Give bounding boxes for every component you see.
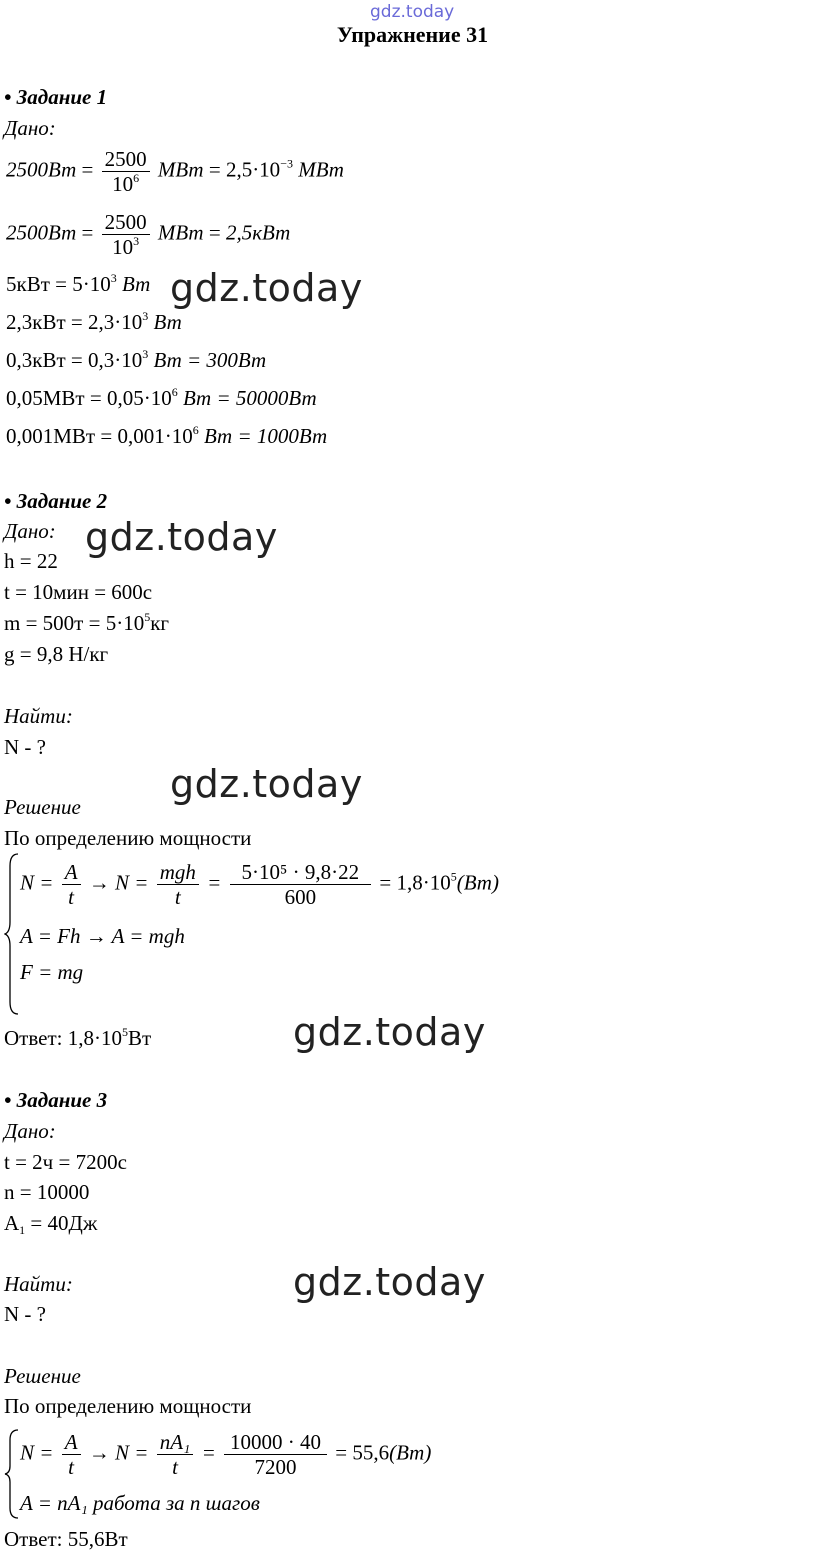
task1-line1: 2500Вт = $\frac{2500}{10^6}$ МВт = $2,5\cdot 10^{-3}$ МВт — [6, 147, 344, 196]
task2-g: g = 9,8 Н/кг — [4, 642, 109, 666]
task3-given-label: Дано: — [4, 1119, 56, 1143]
page-title: Упражнение 31 — [336, 22, 489, 47]
task3-find-value: N - ? — [4, 1302, 46, 1326]
task3-definition-text: По определению мощности — [4, 1394, 252, 1418]
task3-find-label: Найти: — [4, 1272, 73, 1296]
task3-eq1: N = $\frac{A}{t}$ → N = $\frac{\text{nA₁}}{t}$ = $\frac{10000 \cdot 40}{7200}$ = 55,6(Вт) — [20, 1430, 432, 1479]
watermark-2: gdz.today — [85, 515, 278, 559]
task3-eq2: A = nA₁ работа за n шагов — [20, 1491, 260, 1515]
task1-line7: $0,001МВт = 0,001\cdot 10^6$ Вт = 1000Вт — [6, 423, 328, 448]
task1-line2: 2500Вт = $\frac{2500}{10^3}$ МВт = 2,5кВт — [6, 210, 291, 259]
watermark-4: gdz.today — [293, 1010, 486, 1054]
task2-t: t = 10мин = 600с — [4, 580, 153, 604]
task1-heading: • Задание 1 — [4, 85, 108, 109]
task2-eq2: A = Fh → A = mgh — [20, 924, 185, 948]
task1-given-label: Дано: — [4, 116, 56, 140]
task2-given-label: Дано: — [4, 519, 56, 543]
task2-answer: Ответ: $1,8\cdot 10^5Вт$ — [4, 1025, 152, 1050]
task2-h: h = 22 — [4, 549, 58, 573]
task2-m: $m = 500т = 5\cdot 10^5кг$ — [4, 610, 170, 635]
task2-eq3: F = mg — [20, 960, 84, 984]
task2-definition-text: По определению мощности — [4, 826, 252, 850]
task2-eq1: N = $\frac{A}{t}$ → N = $\frac{\text{mgh}}{t}$ = $\frac{\text{5·10⁵ · 9,8·22}}{600}$ = $1,8\cdot 10^5(Вт)$ — [20, 860, 499, 909]
task2-solution-label: Решение — [4, 795, 81, 819]
task1-line6: $0,05МВт = 0,05\cdot 10^6$ Вт = 50000Вт — [6, 385, 317, 410]
task2-find-value: N - ? — [4, 735, 46, 759]
task2-system-brace — [4, 852, 20, 1016]
task3-n: n = 10000 — [4, 1180, 90, 1204]
task3-a1: $A_1 = 40Дж$ — [4, 1211, 98, 1237]
task2-find-label: Найти: — [4, 704, 73, 728]
task3-answer: Ответ: 55,6Вт — [4, 1527, 128, 1551]
task1-line5: $0,3кВт = 0,3\cdot 10^3$ Вт = 300Вт — [6, 347, 267, 372]
task1-line3: $5кВт = 5\cdot 10^3$ Вт — [6, 271, 151, 296]
task3-t: t = 2ч = 7200с — [4, 1150, 127, 1174]
task3-solution-label: Решение — [4, 1364, 81, 1388]
watermark-1: gdz.today — [170, 266, 363, 310]
task3-system-brace — [4, 1428, 20, 1520]
top-watermark: gdz.today — [370, 2, 455, 22]
watermark-3: gdz.today — [170, 762, 363, 806]
task1-line4: $2,3кВт = 2,3\cdot 10^3$ Вт — [6, 309, 182, 334]
task2-heading: • Задание 2 — [4, 489, 108, 513]
task3-heading: • Задание 3 — [4, 1088, 108, 1112]
watermark-5: gdz.today — [293, 1260, 486, 1304]
